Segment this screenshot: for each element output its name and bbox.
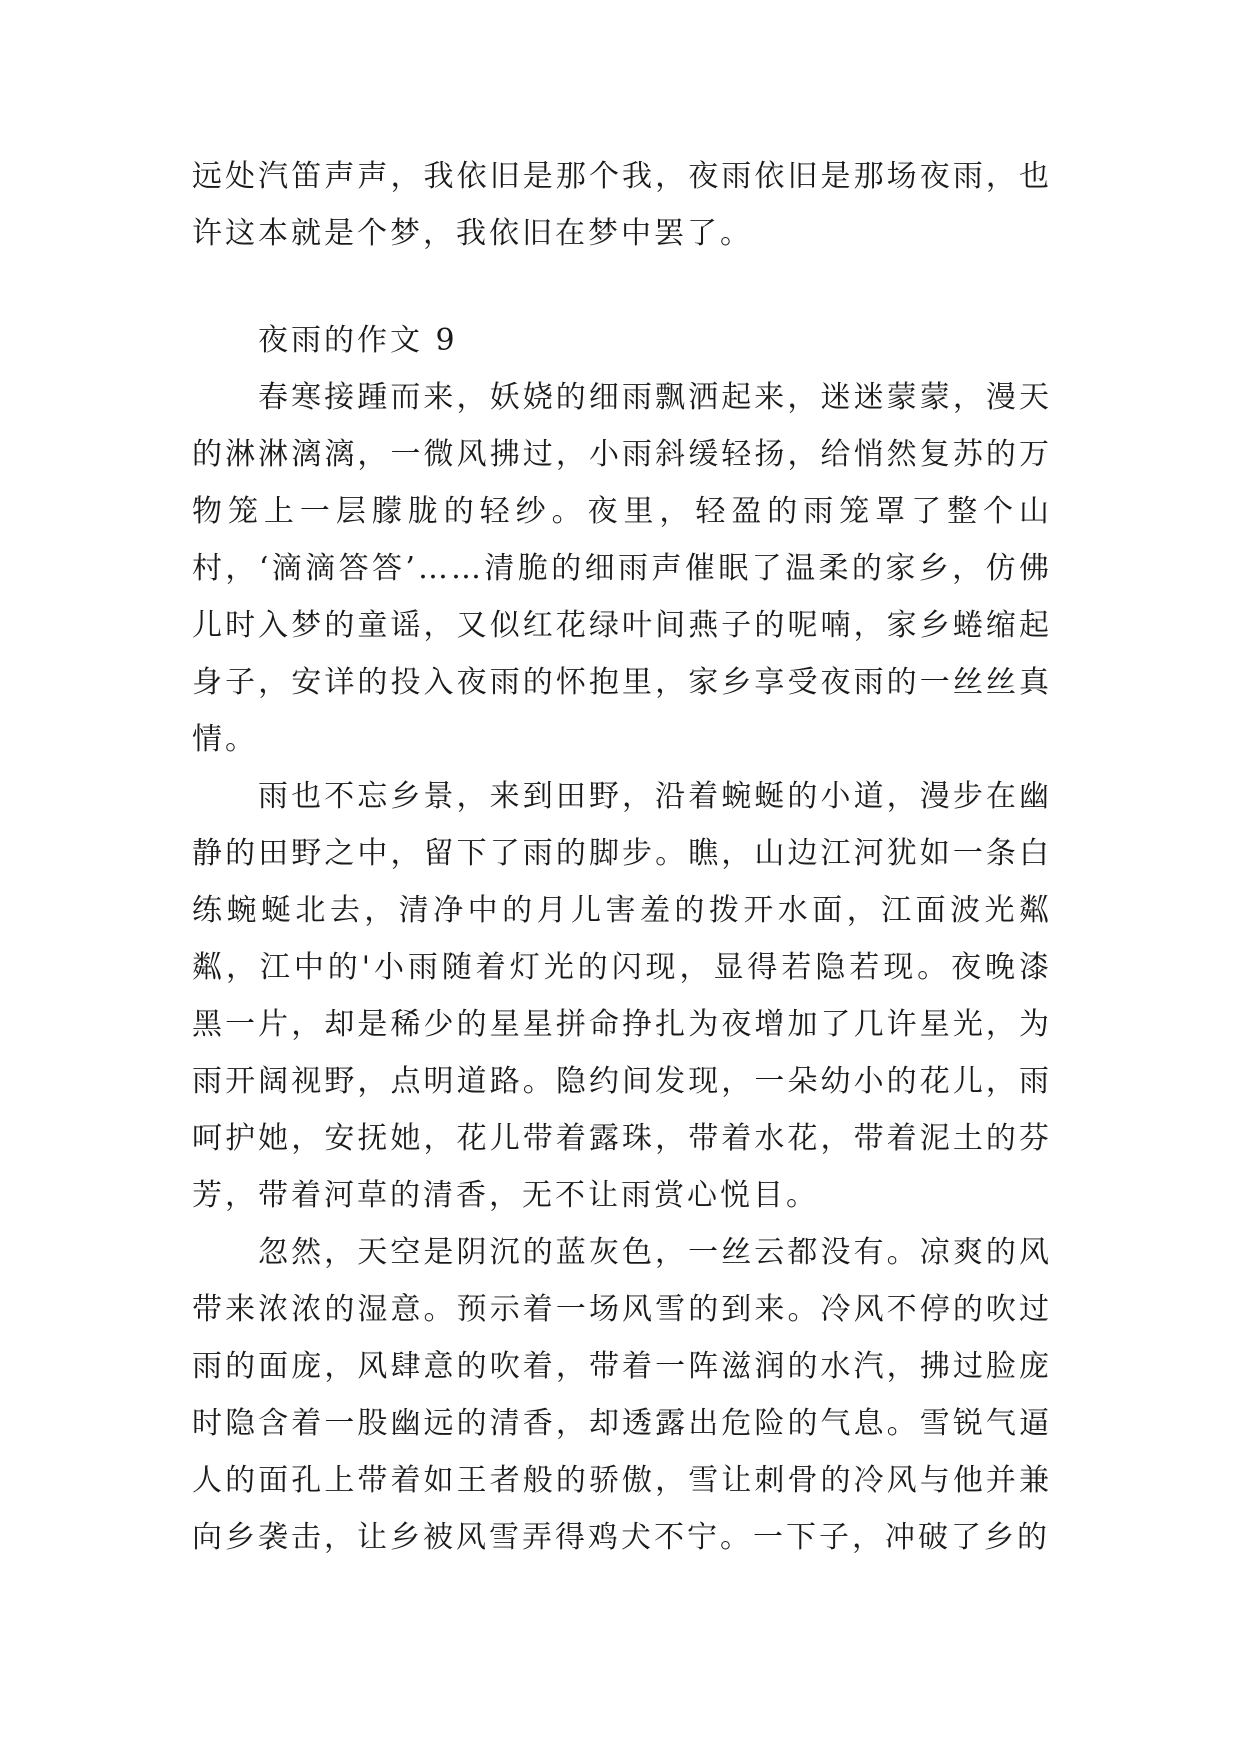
body-paragraph-1: 春寒接踵而来，妖娆的细雨飘洒起来，迷迷蒙蒙，漫天的淋淋漓漓，一微风拂过，小雨斜缓轻扬，给悄然复苏的万物笼上一层朦胧的轻纱。夜里，轻盈的雨笼罩了整个山村，‘滴滴答答’……清脆的细雨声催眠了温柔的家乡，仿佛儿时入梦的童谣，又似红花绿叶间燕子的呢喃，家乡蜷缩起身子，安详的投入夜雨的怀抱里，家乡享受夜雨的一丝丝真情。	[192, 380, 1052, 757]
body-paragraph-3: 忽然，天空是阴沉的蓝灰色，一丝云都没有。凉爽的风带来浓浓的湿意。预示着一场风雪的到来。冷风不停的吹过雨的面庞，风肆意的吹着，带着一阵滋润的水汽，拂过脸庞时隐含着一股幽远的清香，却透露出危险的气息。雪锐气逼人的面孔上带着如王者般的骄傲，雪让刺骨的冷风与他并兼向乡袭击，让乡被风雪弄得鸡犬不宁。一下子，冲破了乡的	[192, 1235, 1052, 1555]
section-spacer	[192, 262, 1052, 312]
continuation-paragraph: 远处汽笛声声，我依旧是那个我，夜雨依旧是那场夜雨，也许这本就是个梦，我依旧在梦中罢了。	[192, 159, 1052, 251]
section-title: 夜雨的作文 9	[258, 323, 458, 358]
body-paragraph-2: 雨也不忘乡景，来到田野，沿着蜿蜒的小道，漫步在幽静的田野之中，留下了雨的脚步。瞧，山边江河犹如一条白练蜿蜒北去，清净中的月儿害羞的拨开水面，江面波光粼粼，江中的'小雨随着灯光的闪现，显得若隐若现。夜晚漆黑一片，却是稀少的星星拼命挣扎为夜增加了几许星光，为雨开阔视野，点明道路。隐约间发现，一朵幼小的花儿，雨呵护她，安抚她，花儿带着露珠，带着水花，带着泥土的芬芳，带着河草的清香，无不让雨赏心悦目。	[192, 779, 1052, 1213]
document-body	[192, 148, 1052, 1566]
